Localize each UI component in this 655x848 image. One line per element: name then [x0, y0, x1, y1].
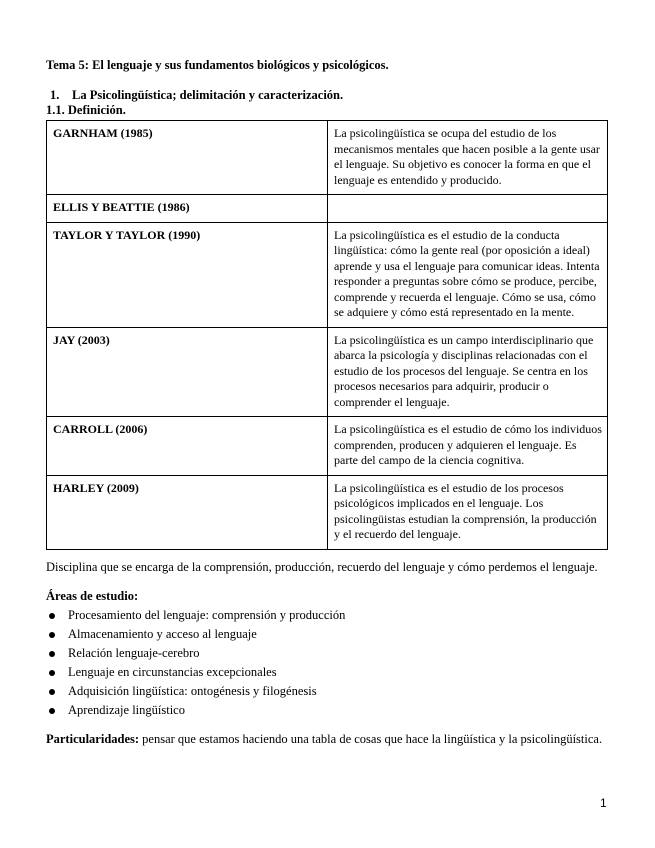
list-item-text: Almacenamiento y acceso al lenguaje: [68, 626, 257, 641]
section-heading: [46, 88, 610, 103]
page-number: 1: [600, 796, 607, 810]
list-item: [46, 663, 610, 682]
definition-cell: La psicolingüística es el estudio de la conducta lingüística: cómo la gente real (por oposición a ideal) aprende y usa el lenguaje para comunicar ideas. Intenta responder a preguntas sobre cómo se produce, percibe, comprende y recuerda el lenguaje. Cómo se usa, cómo se adquiere y cómo está representado en la mente.: [328, 222, 608, 327]
particularidades-text: pensar que estamos haciendo una tabla de cosas que hace la lingüística y la psicolingüística.: [139, 731, 603, 746]
table-row: [47, 327, 608, 417]
summary-paragraph: Disciplina que se encarga de la comprensión, producción, recuerdo del lenguaje y cómo perdemos el lenguaje.: [46, 559, 598, 574]
list-item: [46, 644, 610, 663]
document-title: Tema 5: El lenguaje y sus fundamentos biológicos y psicológicos.: [46, 58, 389, 72]
table-row: [47, 417, 608, 476]
definition-cell: La psicolingüística es el estudio de los procesos psicológicos implicados en el lenguaje. Los psicolingüistas estudian la comprensión, la producción y el recuerdo del lenguaje.: [328, 475, 608, 549]
particularidades-paragraph: [46, 730, 610, 748]
list-item: [46, 682, 610, 701]
list-item-text: Procesamiento del lenguaje: comprensión y producción: [68, 607, 346, 622]
author-cell: HARLEY (2009): [47, 475, 328, 549]
list-item: [46, 625, 610, 644]
definition-cell: La psicolingüística es el estudio de cómo los individuos comprenden, producen y adquieren el lenguaje. Es parte del campo de la ciencia cognitiva.: [328, 417, 608, 476]
bullet-icon: [49, 708, 55, 714]
list-item: [46, 701, 610, 720]
author-cell: ELLIS Y BEATTIE (1986): [47, 195, 328, 223]
section-label: La Psicolingüística; delimitación y caracterización.: [72, 88, 344, 102]
definition-cell: La psicolingüística se ocupa del estudio de los mecanismos mentales que hacen posible a la gente usar el lenguaje. Su objetivo es conocer la forma en que el lenguaje es entendido y producido.: [328, 121, 608, 195]
author-cell: JAY (2003): [47, 327, 328, 417]
table-row: [47, 475, 608, 549]
definition-cell: [328, 195, 608, 223]
section-number: 1.: [50, 88, 60, 102]
definition-cell: La psicolingüística es un campo interdisciplinario que abarca la psicología y disciplinas relacionadas con el estudio de los procesos del lenguaje. Se centra en los procesos necesarios para adquirir, producir o comprender el lenguaje.: [328, 327, 608, 417]
list-item: [46, 606, 610, 625]
bullet-icon: [49, 689, 55, 695]
bullet-icon: [49, 670, 55, 676]
list-item-text: Adquisición lingüística: ontogénesis y filogénesis: [68, 683, 317, 698]
bullet-icon: [49, 632, 55, 638]
areas-heading: Áreas de estudio:: [46, 588, 139, 603]
author-cell: TAYLOR Y TAYLOR (1990): [47, 222, 328, 327]
definitions-table: [46, 120, 608, 550]
bullet-icon: [49, 613, 55, 619]
table-row: [47, 195, 608, 223]
areas-list: [46, 606, 610, 720]
particularidades-label: Particularidades:: [46, 731, 140, 746]
document-page: [46, 57, 610, 748]
list-item-text: Lenguaje en circunstancias excepcionales: [68, 664, 277, 679]
table-row: [47, 121, 608, 195]
bullet-icon: [49, 651, 55, 657]
subsection-heading: 1.1. Definición.: [46, 103, 126, 117]
list-item-text: Aprendizaje lingüístico: [68, 702, 185, 717]
author-cell: CARROLL (2006): [47, 417, 328, 476]
author-cell: GARNHAM (1985): [47, 121, 328, 195]
list-item-text: Relación lenguaje-cerebro: [68, 645, 200, 660]
table-row: [47, 222, 608, 327]
